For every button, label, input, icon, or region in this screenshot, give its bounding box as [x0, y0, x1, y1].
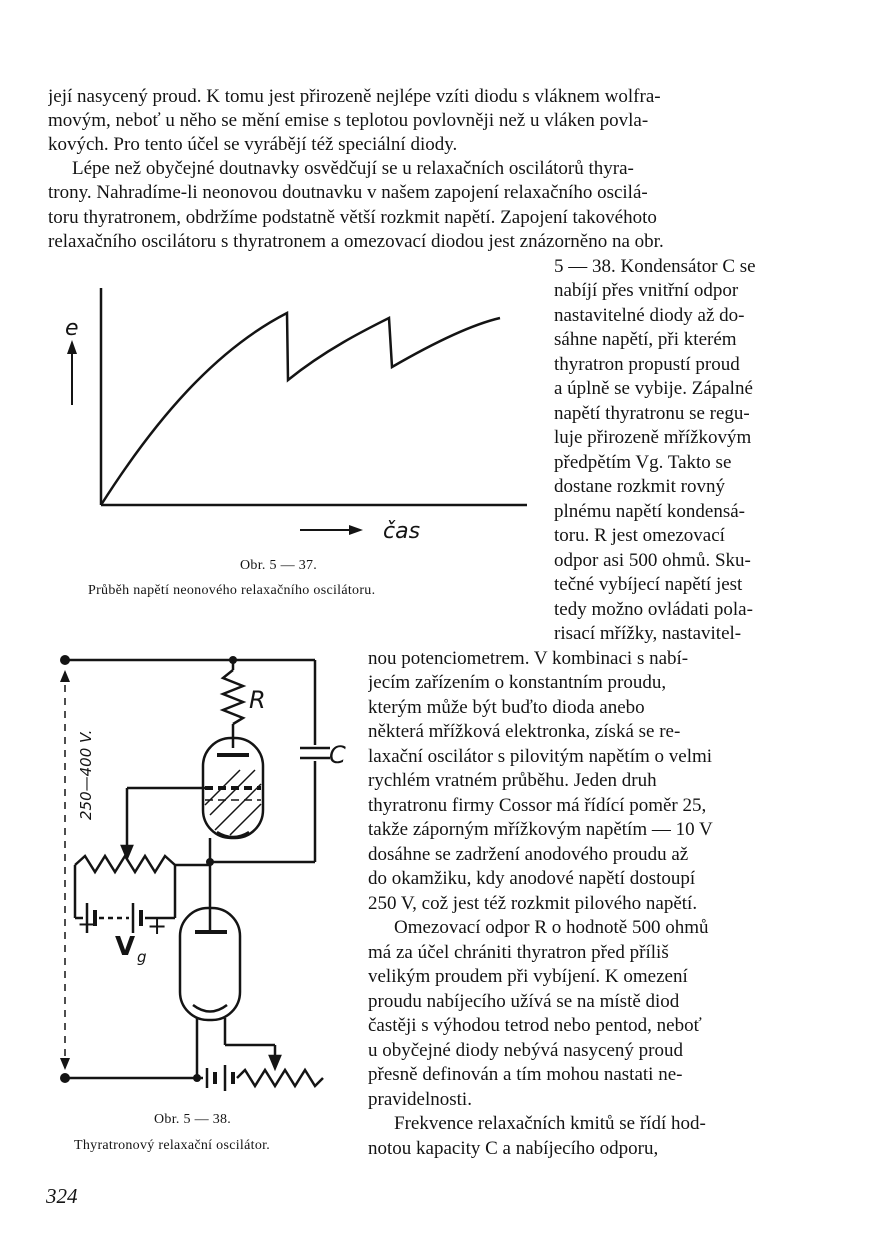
label-V: V [115, 932, 136, 962]
label-minus: − [77, 910, 98, 938]
body-line: Lépe než obyčejné doutnavky osvědčují se u relaxačních oscilátorů thyra- [72, 158, 634, 179]
body-line: jecím zařízením o konstantním proudu, [368, 672, 667, 693]
body-line: tečné vybíjecí napětí jest [554, 574, 743, 595]
body-line: Omezovací odpor R o hodnotě 500 ohmů [394, 917, 709, 938]
body-line: plnému napětí kondensá- [554, 501, 746, 522]
body-line: některá mřížková elektronka, získá se re- [368, 721, 681, 742]
body-line: thyratronu firmy Cossor má řídící poměr 25, [368, 795, 707, 816]
page-number: 324 [46, 1184, 78, 1208]
body-line: má za účel chrániti thyratron před příliš [368, 942, 669, 963]
body-line: kterým může být buďto dioda anebo [368, 697, 645, 718]
label-voltage: 250—400 V. [77, 729, 95, 820]
body-line: přesně definován a tím mohou nastati ne- [368, 1064, 683, 1085]
figure-5-37-graph [55, 280, 545, 540]
body-line: pravidelnosti. [368, 1089, 472, 1110]
body-line: nabíjí přes vnitřní odpor [554, 280, 739, 301]
sawtooth-voltage-curve [101, 313, 500, 505]
body-line: napětí thyratronu se regu- [554, 403, 750, 424]
body-line: sáhne napětí, při kterém [554, 329, 737, 350]
label-plus: + [147, 912, 168, 940]
body-line: její nasycený proud. K tomu jest přirozeně nejlépe vzíti diodu s vláknem wolfra- [48, 86, 661, 107]
body-line: Frekvence relaxačních kmitů se řídí hod- [394, 1113, 706, 1134]
body-line: trony. Nahradíme-li neonovou doutnavku v našem zapojení relaxačního oscilá- [48, 182, 648, 203]
body-line: a úplně se vybije. Zápalné [554, 378, 753, 399]
body-line: toru thyratronem, obdržíme podstatně větší rozkmit napětí. Zapojení takovéhoto [48, 207, 657, 228]
figure-5-38-circuit [45, 640, 355, 1100]
body-line: kových. Pro tento účel se vyrábějí též speciální diody. [48, 134, 458, 155]
body-line: častěji s výhodou tetrod nebo pentod, neboť [368, 1015, 702, 1036]
label-R: R [249, 686, 266, 714]
body-line: dosáhne se zadržení anodového proudu až [368, 844, 689, 865]
body-line: velikým proudem při vybíjení. K omezení [368, 966, 688, 987]
body-line: dostane rozkmit rovný [554, 476, 725, 497]
body-line: risací mřížky, nastavitel- [554, 623, 742, 644]
body-line: proudu nabíjecího užívá se na místě diod [368, 991, 680, 1012]
x-axis-label: čas [383, 519, 421, 540]
body-line: luje přirozeně mřížkovým [554, 427, 752, 448]
body-line: thyratron propustí proud [554, 354, 740, 375]
body-line: rychlém vratném průběhu. Jeden druh [368, 770, 657, 791]
y-axis-label: e [65, 316, 79, 341]
figure-5-38-caption: Thyratronový relaxační oscilátor. [74, 1138, 271, 1153]
body-line: takže záporným mřížkovým napětím — 10 V [368, 819, 713, 840]
body-line: toru. R jest omezovací [554, 525, 725, 546]
body-line: nastavitelné diody až do- [554, 305, 745, 326]
label-g: g [137, 948, 147, 966]
body-line: notou kapacity C a nabíjecího odporu, [368, 1138, 659, 1159]
y-arrow-head [67, 340, 77, 354]
figure-5-37-number: Obr. 5 — 37. [240, 558, 318, 573]
body-line: u obyčejné diody nebývá nasycený proud [368, 1040, 683, 1061]
body-line: 5 — 38. Kondensátor C se [554, 256, 756, 277]
body-line: movým, neboť u něho se mění emise s teplotou povlovněji než u vláken povla- [48, 110, 649, 131]
label-C: C [329, 741, 346, 769]
figure-5-38-number: Obr. 5 — 38. [154, 1112, 232, 1127]
figure-5-37-caption: Průběh napětí neonového relaxačního oscilátoru. [88, 583, 376, 598]
body-line: nou potenciometrem. V kombinaci s nabí- [368, 648, 689, 669]
body-line: odpor asi 500 ohmů. Sku- [554, 550, 751, 571]
body-line: laxační oscilátor s pilovitým napětím o velmi [368, 746, 713, 767]
body-line: 250 V, což jest též rozkmit pilového napětí. [368, 893, 698, 914]
body-line: tedy možno ovládati pola- [554, 599, 753, 620]
x-arrow-head [349, 525, 363, 535]
body-line: relaxačního oscilátoru s thyratronem a omezovací diodou jest znázorněno na obr. [48, 231, 664, 252]
body-line: do okamžiku, kdy anodové napětí dostoupí [368, 868, 696, 889]
body-line: předpětím Vg. Takto se [554, 452, 732, 473]
